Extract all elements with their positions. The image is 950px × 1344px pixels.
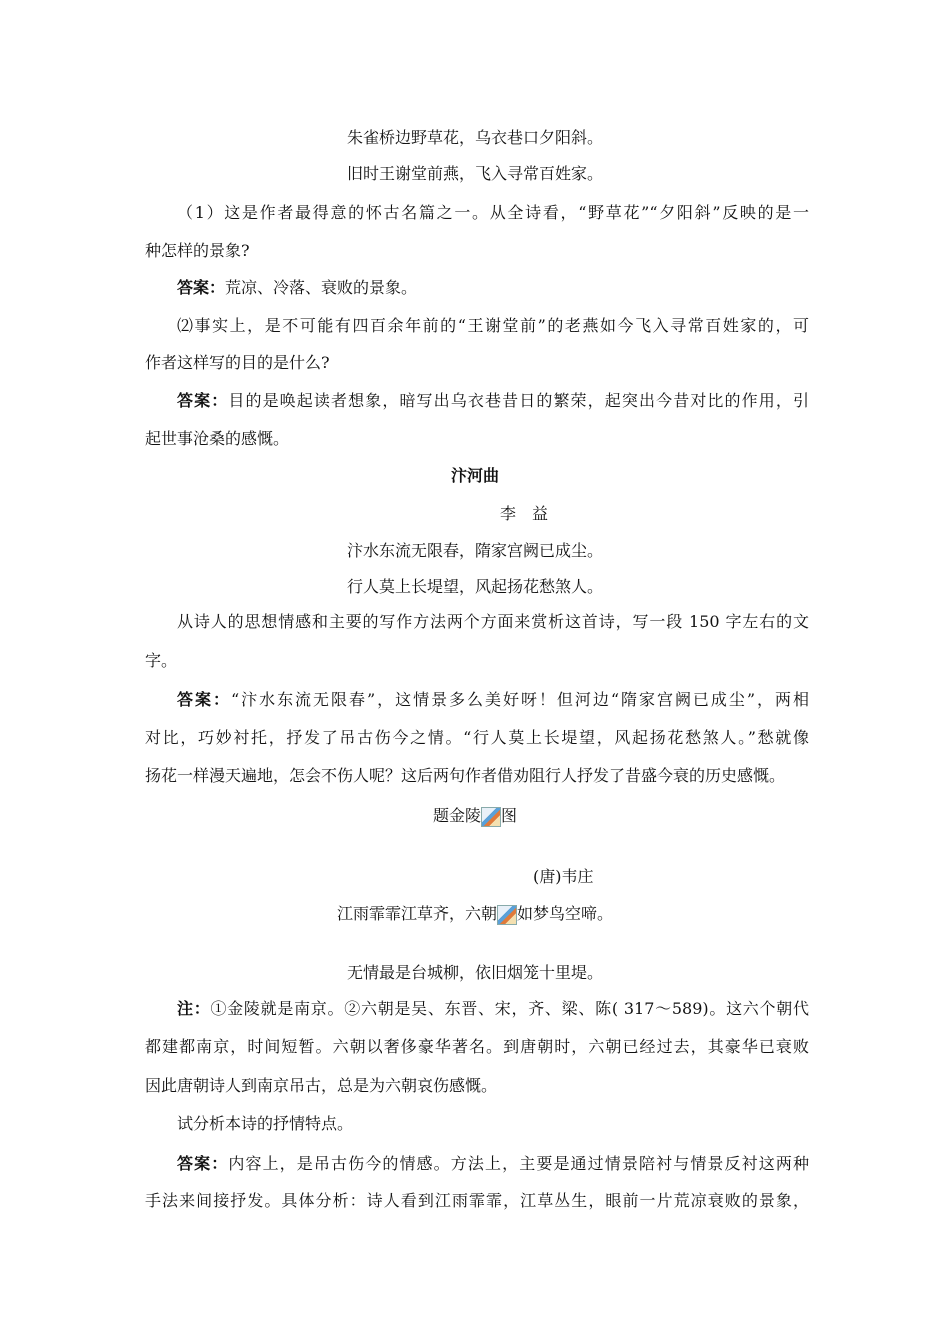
poem3-title-part2: 图 (501, 806, 518, 825)
question4-answer-cont: 手法来间接抒发。具体分析：诗人看到江雨霏霏，江草丛生，眼前一片荒凉衰败的景象， (145, 1191, 809, 1210)
note-text (177, 998, 809, 1020)
answer-label: 答案： (177, 1154, 229, 1173)
note-label: 注： (177, 999, 211, 1018)
answer-text: “汴水东流无限春”，这情景多么美好呀！但河边“隋家宫阙已成尘”，两相 (230, 690, 809, 709)
question2-text: ⑵事实上，是不可能有四百余年前的“王谢堂前”的老燕如今飞入寻常百姓家的，可 (177, 316, 809, 335)
poem3-line2: 无情最是台城柳，依旧烟笼十里堤。 (346, 963, 603, 982)
question1-text: （1）这是作者最得意的怀古名篇之一。从全诗看，“野草花”“夕阳斜”反映的是一 (177, 203, 809, 222)
answer-text: 内容上，是吊古伤今的情感。方法上，主要是通过情景陪衬与情景反衬这两种 (228, 1154, 809, 1173)
answer-label: 答案： (177, 690, 231, 709)
question1-answer (177, 277, 417, 299)
missing-image-icon (497, 905, 517, 925)
question2-answer (177, 390, 809, 412)
question4-answer (177, 1153, 809, 1175)
note-text-cont1: 都建都南京，时间短暂。六朝以奢侈豪华著名。到唐朝时，六朝已经过去，其豪华已衰败 (145, 1037, 809, 1056)
poem1-line2: 旧时王谢堂前燕，飞入寻常百姓家。 (346, 164, 603, 183)
question3-text: 从诗人的思想情感和主要的写作方法两个方面来赏析这首诗，写一段 150 字左右的文 (177, 612, 809, 631)
poem2-line2: 行人莫上长堤望，风起扬花愁煞人。 (346, 577, 603, 596)
poem1-line1: 朱雀桥边野草花，乌衣巷口夕阳斜。 (346, 128, 603, 147)
question2-answer-cont: 起世事沧桑的感慨。 (145, 429, 290, 448)
question1-text-cont: 种怎样的景象? (145, 241, 250, 260)
missing-image-icon (481, 807, 501, 827)
question3-answer (177, 689, 809, 711)
answer-label: 答案： (177, 278, 226, 297)
answer-label: 答案： (177, 391, 229, 410)
poem3-title-part1: 题金陵 (432, 806, 481, 825)
poem3-line1-part2: 如梦鸟空啼。 (517, 904, 614, 923)
poem2-line1: 汴水东流无限春，隋家宫阙已成尘。 (346, 541, 603, 560)
question2-text-cont: 作者这样写的目的是什么? (145, 353, 330, 372)
poem3-line1 (0, 903, 950, 925)
note-text-part1: ①金陵就是南京。②六朝是吴、东晋、宋，齐、梁、陈( 317～589)。这六个朝代 (210, 999, 809, 1018)
poem2-author: 李 益 (500, 504, 549, 523)
poem3-author: (唐)韦庄 (533, 867, 594, 886)
question3-answer-cont2: 扬花一样漫天遍地，怎会不伤人呢？这后两句作者借劝阻行人抒发了昔盛今衰的历史感慨。 (145, 766, 786, 785)
poem3-title (0, 805, 950, 827)
question4-text: 试分析本诗的抒情特点。 (177, 1114, 354, 1133)
answer-text: 荒凉、冷落、衰败的景象。 (225, 278, 418, 297)
question3-text-cont: 字。 (145, 651, 178, 670)
poem2-title: 汴河曲 (450, 466, 499, 485)
poem3-line1-part1: 江雨霏霏江草齐，六朝 (336, 904, 497, 923)
note-text-cont2: 因此唐朝诗人到南京吊古，总是为六朝哀伤感慨。 (145, 1076, 498, 1095)
answer-text: 目的是唤起读者想象，暗写出乌衣巷昔日的繁荣，起突出今昔对比的作用，引 (228, 391, 809, 410)
question3-answer-cont1: 对比，巧妙衬托，抒发了吊古伤今之情。“行人莫上长堤望，风起扬花愁煞人。”愁就像 (145, 728, 809, 747)
